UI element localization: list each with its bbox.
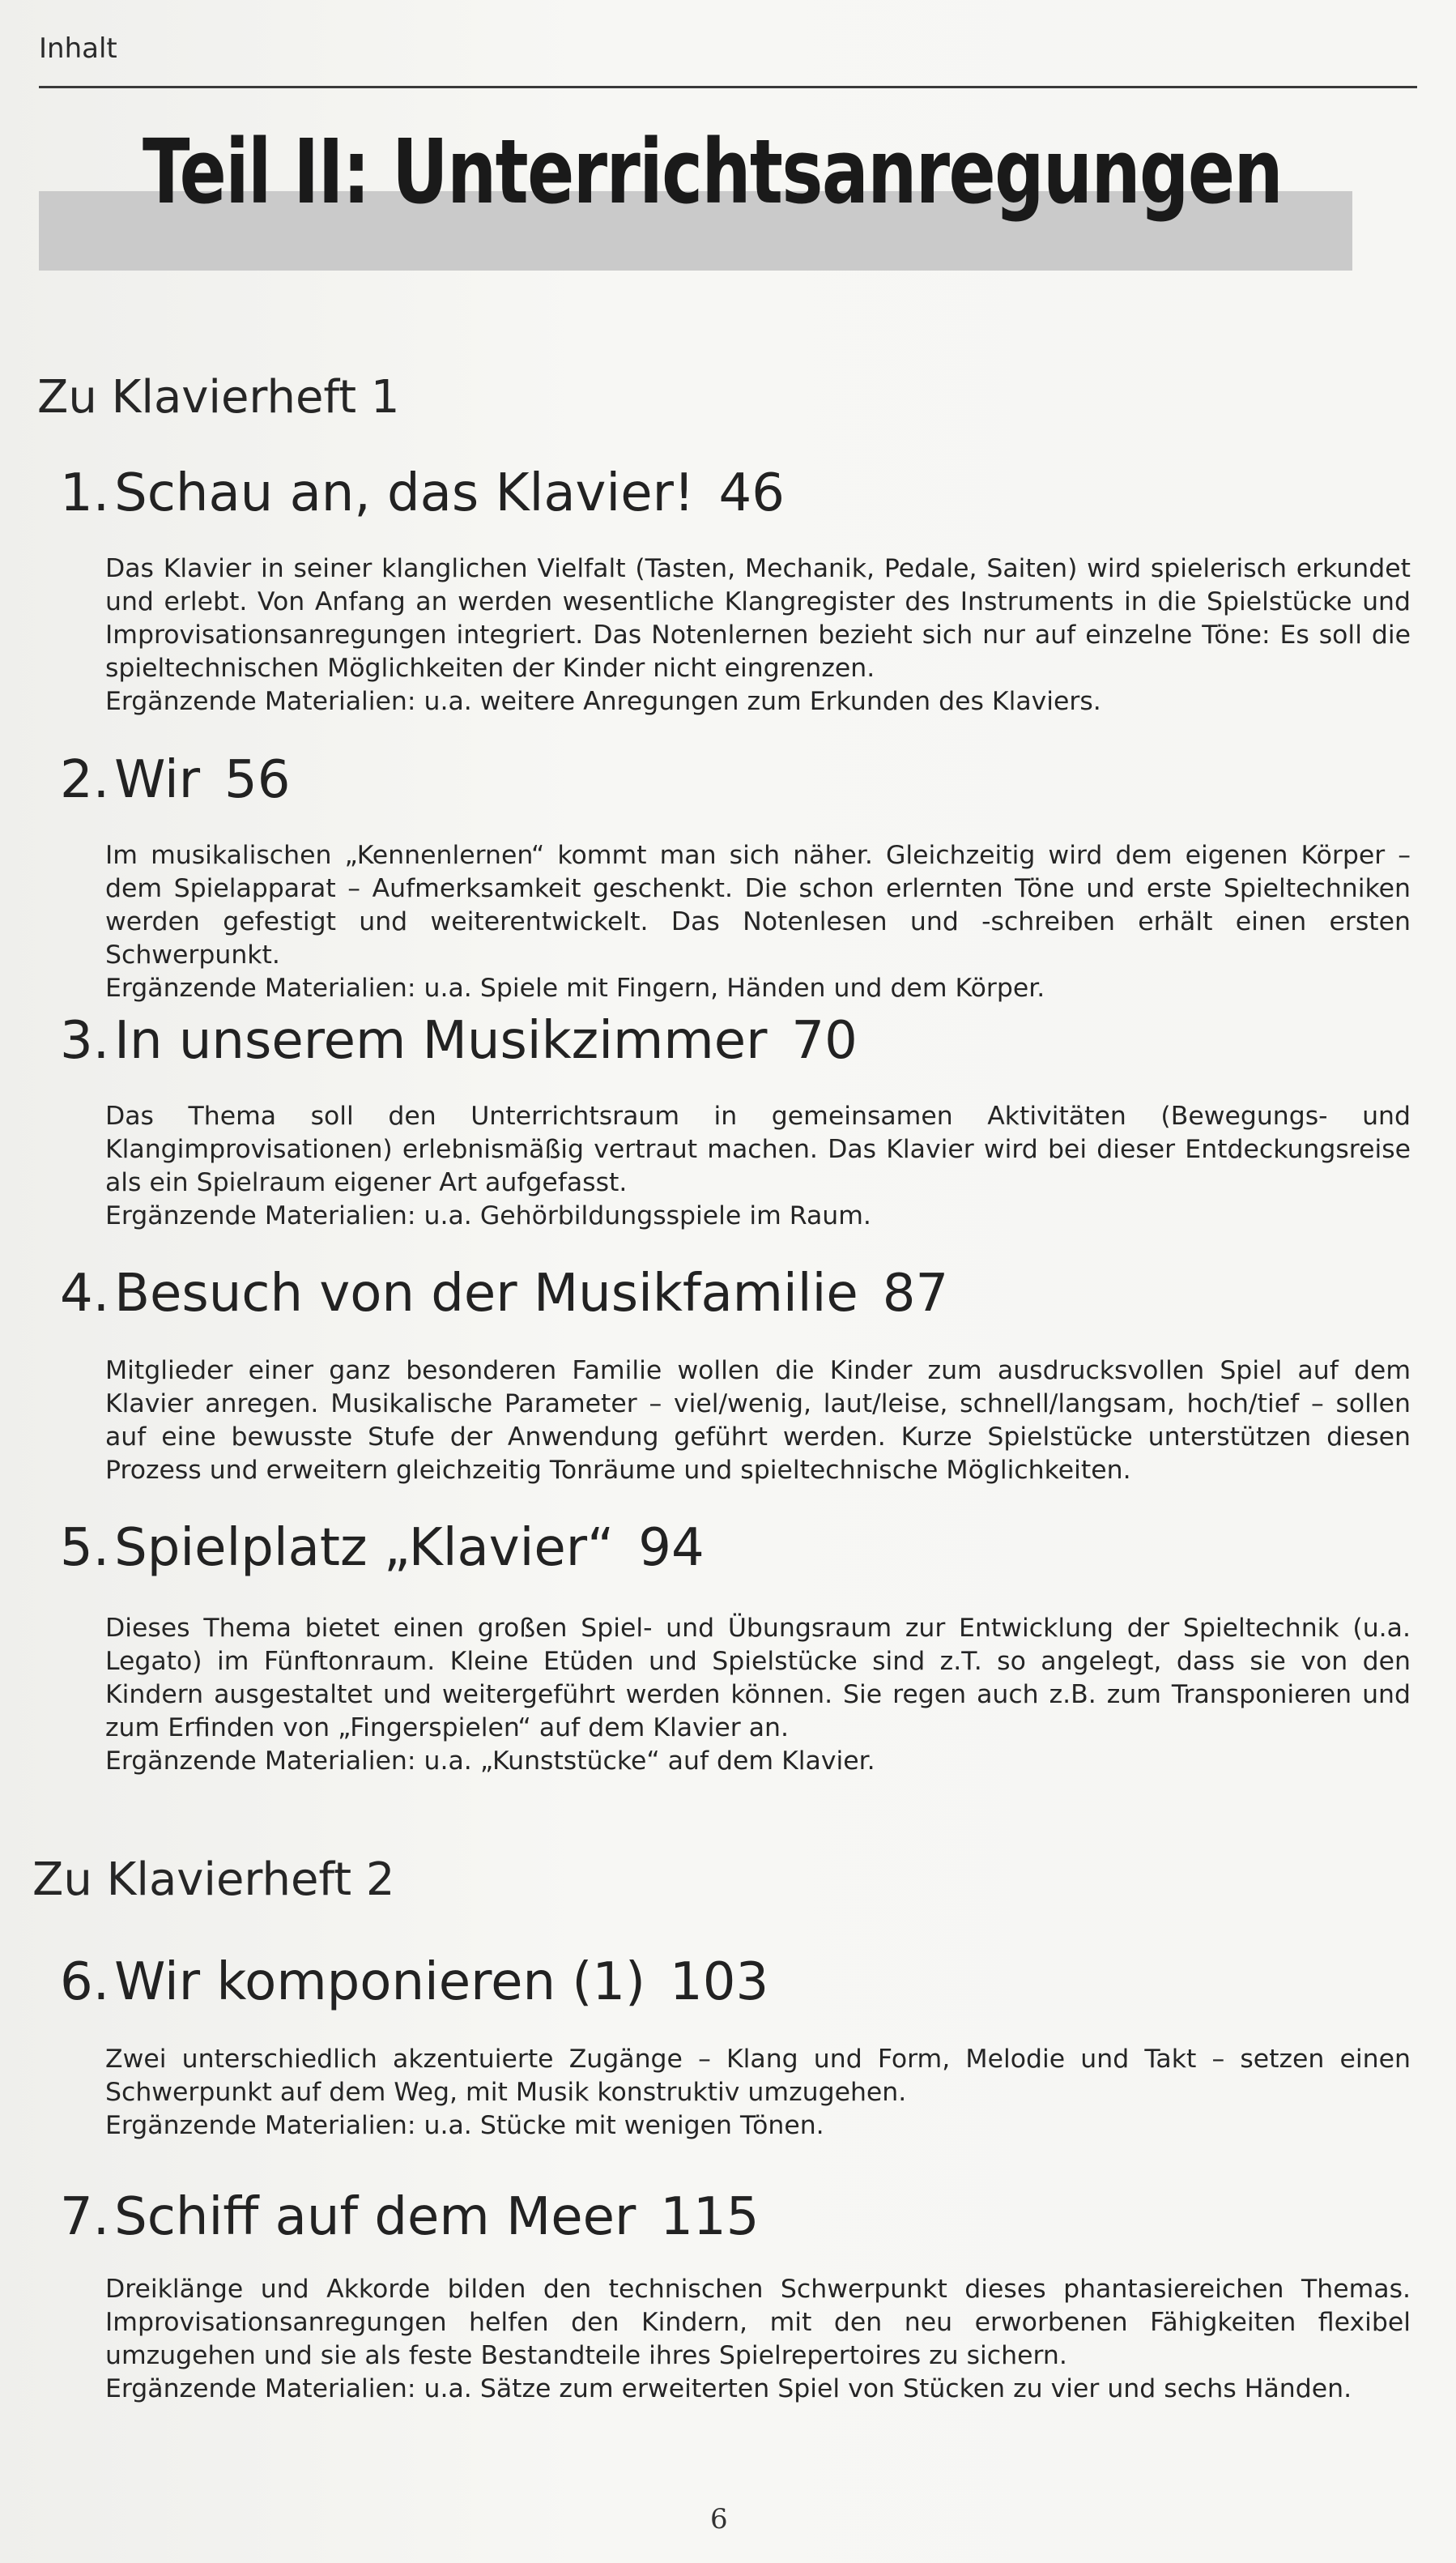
chapter-description-2 <box>105 839 1411 1005</box>
materials-text: Ergänzende Materialien: u.a. Gehörbildungsspiele im Raum. <box>105 1201 871 1230</box>
chapter-description-3 <box>105 1100 1411 1233</box>
chapter-title: Besuch von der Musikfamilie <box>114 1264 858 1324</box>
chapter-description-6 <box>105 2043 1411 2143</box>
materials-text: Ergänzende Materialien: u.a. Spiele mit Fingern, Händen und dem Körper. <box>105 974 1045 1003</box>
chapter-page: 56 <box>224 750 291 810</box>
chapter-title: In unserem Musikzimmer <box>114 1011 768 1071</box>
description-text: Dieses Thema bietet einen großen Spiel- und Übungsraum zur Entwicklung der Spieltechnik (u.a. Legato) im Fünftonraum. Kleine Etüden und Spielstücke sind z.T. so angelegt, dass sie von den Kindern ausgestaltet und weitergeführt werden können. Sie regen auch z.B. zum Transponieren und zum Erfinden von „Fingerspielen“ auf dem Klavier an. <box>105 1614 1411 1742</box>
chapter-heading-1 <box>60 463 785 523</box>
chapter-number: 7. <box>60 2187 110 2247</box>
booklet-heading-2: Zu Klavierheft 2 <box>32 1853 395 1906</box>
chapter-description-1 <box>105 552 1411 719</box>
chapter-title: Wir <box>114 750 201 810</box>
materials-text: Ergänzende Materialien: u.a. „Kunststücke“ auf dem Klavier. <box>105 1746 875 1776</box>
materials-text: Ergänzende Materialien: u.a. weitere Anregungen zum Erkunden des Klaviers. <box>105 687 1101 716</box>
description-text: Mitglieder einer ganz besonderen Familie wollen die Kinder zum ausdrucksvollen Spiel auf dem Klavier anregen. Musikalische Parameter – viel/wenig, laut/leise, schnell/langsam, hoch/tief – sollen auf eine bewusste Stufe der Anwendung geführt werden. Kurze Spielstücke unterstützen diesen Prozess und erweitern gleichzeitig Tonräume und spieltechnische Möglichkeiten. <box>105 1356 1411 1485</box>
chapter-heading-7 <box>60 2187 759 2247</box>
running-header: Inhalt <box>39 32 117 65</box>
materials-text: Ergänzende Materialien: u.a. Stücke mit wenigen Tönen. <box>105 2111 824 2140</box>
description-text: Das Thema soll den Unterrichtsraum in gemeinsamen Aktivitäten (Bewegungs- und Klangimprovisationen) erlebnismäßig vertraut machen. Das Klavier wird bei dieser Entdeckungsreise als ein Spielraum eigener Art aufgefasst. <box>105 1102 1411 1197</box>
description-text: Dreiklänge und Akkorde bilden den technischen Schwerpunkt dieses phantasiereichen Themas. Improvisationsanregungen helfen den Kindern, mit den neu erworbenen Fähigkeiten flexibel umzugehen und sie als feste Bestandteile ihres Spielrepertoires zu sichern. <box>105 2275 1411 2370</box>
chapter-number: 4. <box>60 1264 110 1324</box>
chapter-page: 115 <box>660 2187 760 2247</box>
chapter-page: 46 <box>718 463 785 523</box>
chapter-heading-6 <box>60 1952 768 2012</box>
description-text: Das Klavier in seiner klanglichen Vielfalt (Tasten, Mechanik, Pedale, Saiten) wird spielerisch erkundet und erlebt. Von Anfang an werden wesentliche Klangregister des Instruments in die Spielstücke und Improvisationsanregungen integriert. Das Notenlernen bezieht sich nur auf einzelne Töne: Es soll die spieltechnischen Möglichkeiten der Kinder nicht eingrenzen. <box>105 554 1411 683</box>
chapter-page: 103 <box>670 1952 769 2012</box>
chapter-description-5 <box>105 1612 1411 1778</box>
chapter-heading-2 <box>60 750 290 810</box>
chapter-title: Wir komponieren (1) <box>114 1952 645 2012</box>
header-rule <box>39 86 1417 88</box>
chapter-heading-3 <box>60 1011 858 1071</box>
chapter-page: 94 <box>638 1518 705 1578</box>
page-number: 6 <box>710 2503 728 2535</box>
chapter-title: Schau an, das Klavier! <box>114 463 695 523</box>
chapter-heading-5 <box>60 1518 705 1578</box>
chapter-heading-4 <box>60 1264 948 1324</box>
chapter-number: 3. <box>60 1011 110 1071</box>
chapter-page: 87 <box>882 1264 949 1324</box>
chapter-description-7 <box>105 2273 1411 2406</box>
materials-text: Ergänzende Materialien: u.a. Sätze zum erweiterten Spiel von Stücken zu vier und sechs Händen. <box>105 2374 1352 2403</box>
chapter-title: Schiff auf dem Meer <box>114 2187 636 2247</box>
chapter-number: 5. <box>60 1518 110 1578</box>
part-title: Teil II: Unterrichtsanregungen <box>143 120 1283 224</box>
description-text: Zwei unterschiedlich akzentuierte Zugänge – Klang und Form, Melodie und Takt – setzen einen Schwerpunkt auf dem Weg, mit Musik konstruktiv umzugehen. <box>105 2045 1411 2107</box>
chapter-number: 1. <box>60 463 110 523</box>
chapter-title: Spielplatz „Klavier“ <box>114 1518 615 1578</box>
chapter-page: 70 <box>791 1011 858 1071</box>
chapter-description-4 <box>105 1354 1411 1487</box>
booklet-heading-1: Zu Klavierheft 1 <box>37 371 400 424</box>
chapter-number: 6. <box>60 1952 110 2012</box>
description-text: Im musikalischen „Kennenlernen“ kommt man sich näher. Gleichzeitig wird dem eigenen Körper – dem Spielapparat – Aufmerksamkeit geschenkt. Die schon erlernten Töne und erste Spieltechniken werden gefestigt und weiterentwickelt. Das Notenlesen und -schreiben erhält einen ersten Schwerpunkt. <box>105 841 1411 970</box>
chapter-number: 2. <box>60 750 110 810</box>
